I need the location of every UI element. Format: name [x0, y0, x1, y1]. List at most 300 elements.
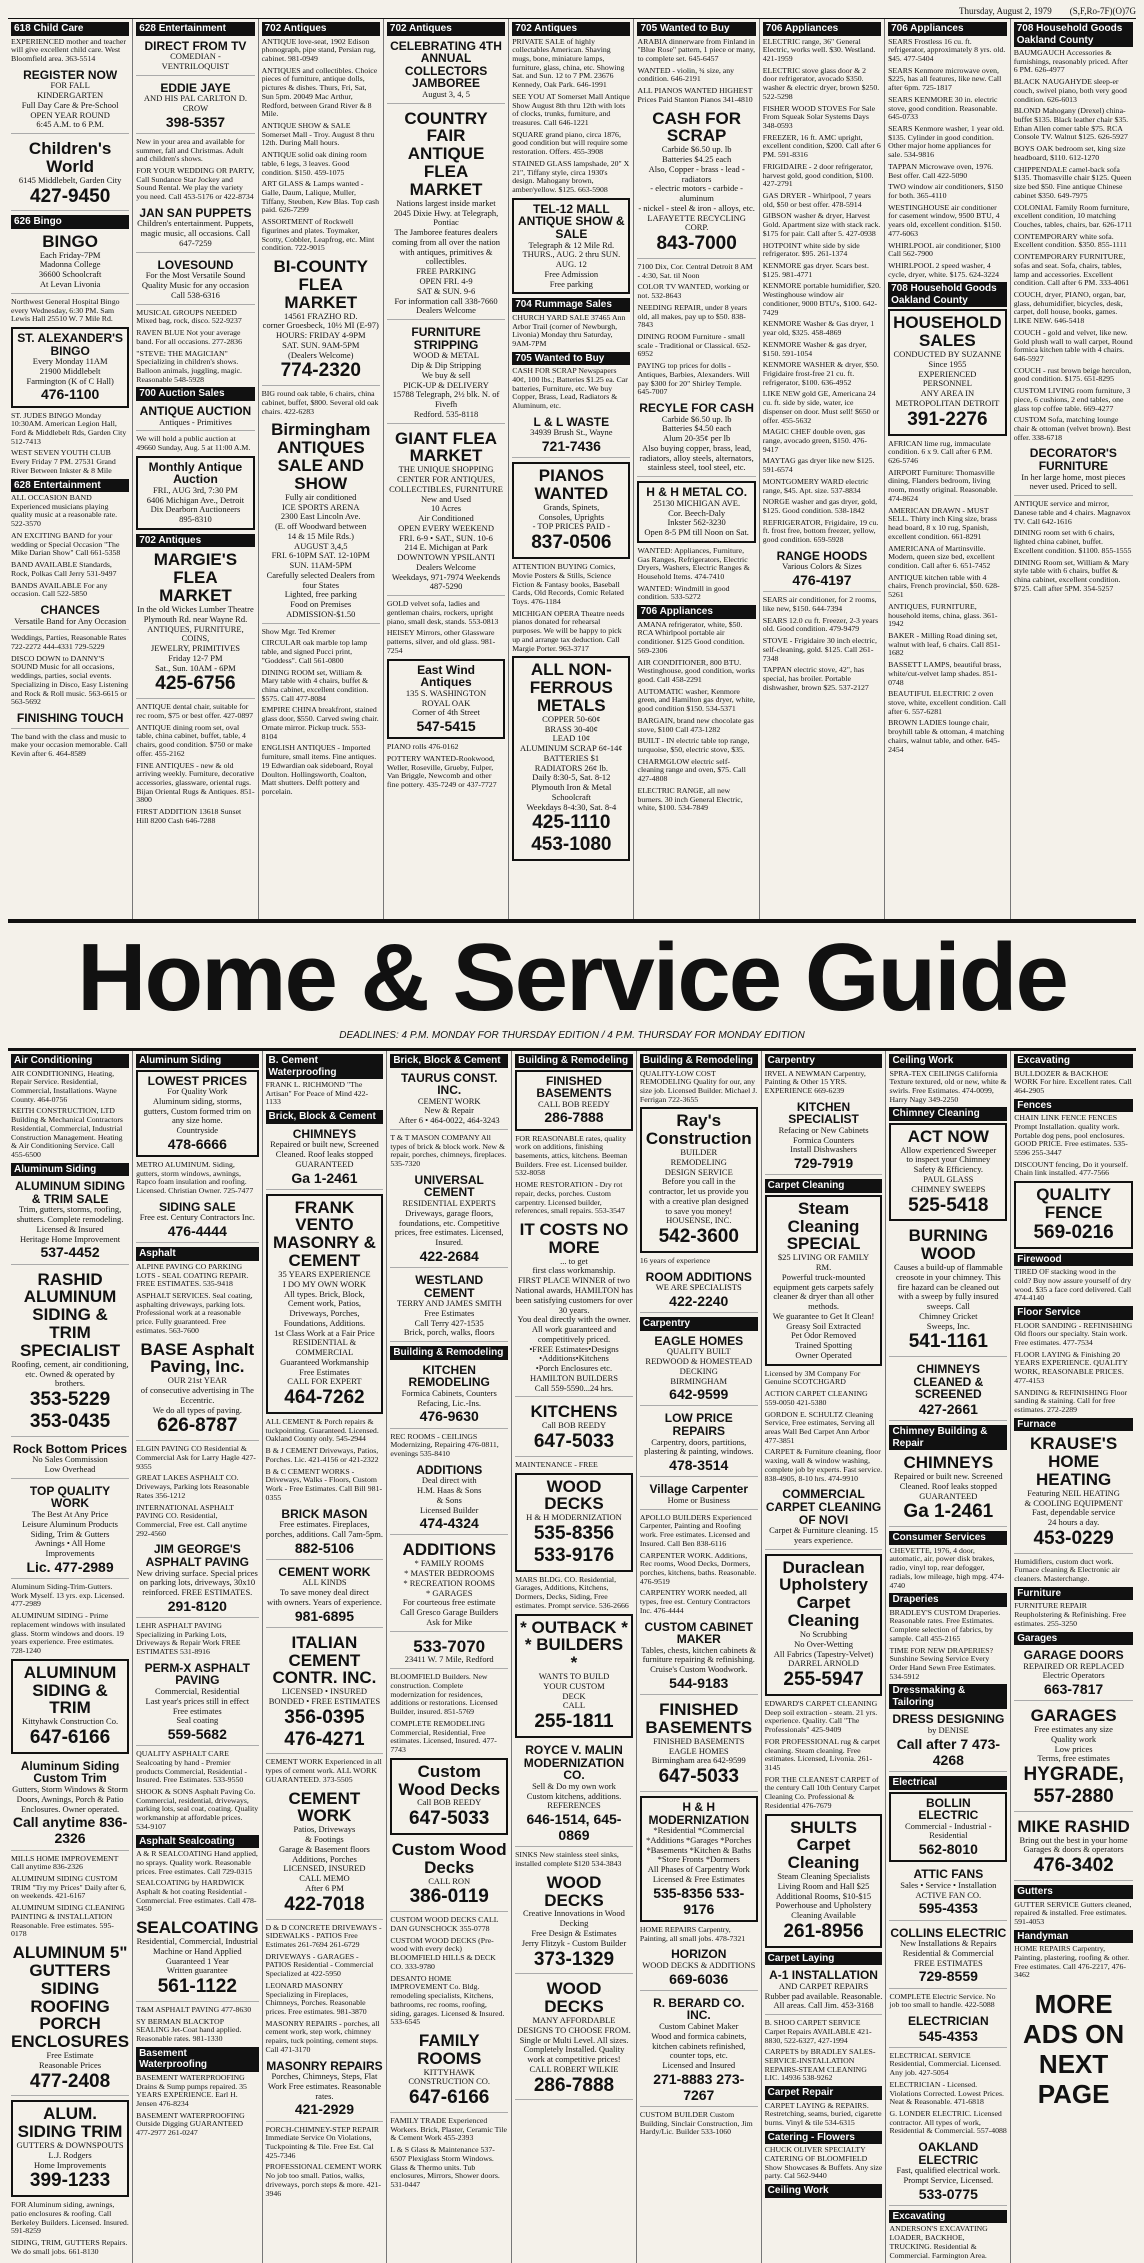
- ad-line: Creative Innovations in Wood Decking: [523, 1908, 625, 1929]
- ad-title: ROOM ADDITIONS: [645, 1269, 752, 1284]
- ad-line: Batteries $4.50 each: [662, 423, 732, 434]
- classified-text-ad: LIKE NEW gold GE, Americana 24 cu. ft. side by side, water, ice dispenser on door. Must sell! $650 or offer. 455-5632: [762, 389, 880, 425]
- ad-title: Steam Cleaning SPECIAL: [786, 1198, 861, 1254]
- ad-title: EAGLE HOMES: [654, 1333, 744, 1348]
- classified-text-ad: DISCOUNT fencing, Do it yourself. Chain link installed. 477-7566: [1014, 1159, 1128, 1178]
- ad-title: DIRECT FROM TV: [144, 38, 247, 53]
- ad-line: In the old Wickes Lumber Theatre: [137, 603, 254, 614]
- classified-text-ad: ALL PIANOS WANTED HIGHEST Prices Paid Stanton Pianos 341-4810: [637, 86, 753, 104]
- classified-text-ad: G. LONDER ELECTRIC. Licensed contractor. All types of work, Residential & Commercial. 557-4088: [889, 2108, 1007, 2136]
- section-heading: Asphalt: [136, 1247, 258, 1261]
- ad-line: Free Admission: [544, 268, 599, 279]
- ad-title: East Wind Antiques: [417, 662, 475, 690]
- classified-text-ad: WANTED - violin, ¾ size, any condition. 646-2191: [637, 65, 735, 84]
- ad-line: SAT & SUN. 9-6: [416, 285, 476, 296]
- ad-line: first class workmanship.: [532, 1265, 616, 1276]
- ad-line: OPEN EVERY WEEKEND: [398, 522, 494, 533]
- section-heading: Handyman: [1014, 1930, 1133, 1944]
- ad-title: FINISHING TOUCH: [16, 711, 124, 726]
- ad-line: AND HIS PAL CARLTON D. CROW: [143, 93, 247, 113]
- ad-line: Quality work: [1051, 1733, 1097, 1744]
- display-ad: [637, 108, 755, 259]
- ad-line: 10 Acres: [431, 503, 462, 514]
- display-ad: [515, 1872, 633, 1975]
- classified-text-ad: FOR THE CLEANEST CARPET of the century Call 10th Century Carpet Cleaning Co. Professional & Residential 476-7679: [764, 1774, 881, 1810]
- ad-title: KITCHENS: [530, 1402, 618, 1422]
- section-heading: Aluminum Siding: [11, 1163, 129, 1177]
- classified-text-ad: ASPHALT SERVICES. Seal coating, asphalting driveways, parking lots. Professional work at a reasonable price. Fully guaranteed. Free estimates. 563-7600: [136, 1291, 253, 1335]
- ad-line: Formica Cabinets, Counters: [401, 1387, 497, 1398]
- ad-title: ALL NON-FERROUS METALS: [529, 660, 613, 715]
- ad-title: CHIMNEYS: [903, 1453, 994, 1473]
- ad-phone: 476-4197: [792, 572, 852, 589]
- classified-text-ad: DRIVEWAYS - GARAGES - PATIOS Residential - Commercial Specialized at 422-5950: [265, 1951, 374, 1979]
- ad-phone: 647-5033: [409, 1808, 490, 1830]
- ad-line: ALUMINUM SCRAP 6¢-14¢: [520, 743, 623, 754]
- ad-line: After 6 • 464-0022, 464-3243: [398, 1115, 500, 1126]
- classified-text-ad: REC ROOMS - CEILINGS Modernizing, Repairing 476-0811, evenings 535-8410: [390, 1431, 499, 1458]
- banner-title: Home & Service Guide: [77, 923, 1067, 1031]
- display-ad: [266, 1632, 384, 1755]
- ad-line: Safety & Efficiency.: [913, 1164, 984, 1175]
- display-ad: [515, 1401, 633, 1456]
- ad-line: Guaranteed Workmanship: [280, 1356, 369, 1367]
- ad-title: LOWEST PRICES: [147, 1073, 247, 1088]
- ad-line: L.J. Rodgers: [48, 2149, 92, 2160]
- classified-column: [760, 19, 885, 919]
- ad-title: Birmingham ANTIQUES SALE AND SHOW: [271, 420, 371, 493]
- ad-title: MIKE RASHID: [1017, 1816, 1130, 1836]
- ad-line: Electric Operators: [1042, 1670, 1105, 1681]
- classified-text-ad: WESTINGHOUSE air conditioner for casement window, 9500 BTU, 4 years old, excellent condition. $150. 477-6063: [888, 202, 1002, 238]
- ad-line: Friday 12-7 PM: [168, 652, 223, 663]
- classified-text-ad: SEARS Kenmore washer, 1 year old. $135. Cylinder in good condition. Other major home appliances for sale. 534-9816: [888, 123, 1005, 160]
- ad-line: Porches, Chimneys, Steps, Flat Work Free estimates. Reasonable rates.: [267, 2071, 381, 2101]
- classified-text-ad: ALUMINUM SIDING CLEANING PAINTING & INSTALLATION Reasonable. Free estimates. 595-0178: [11, 1903, 125, 1939]
- ad-line: - electric motors - carbide - aluminum: [650, 183, 743, 204]
- ad-line: In her large home, most pieces never used. Priced to sell.: [1021, 471, 1126, 492]
- classified-text-ad: BROWN LADIES lounge chair, broyhill table & ottoman, 4 matching chairs, walnut table, and other. 645-2454: [888, 718, 1005, 754]
- ad-line: Trained Spotting: [795, 1340, 853, 1351]
- ad-title: QUALITY FENCE: [1036, 1185, 1111, 1223]
- ad-phone: 729-7919: [793, 1155, 854, 1172]
- classified-text-ad: EXPERIENCED mother and teacher will give excellent child care. West Bloomfield area. 363-5514: [11, 36, 126, 63]
- ad-phone: Ga 1-2461: [291, 1169, 358, 1186]
- ad-title: ATTIC FANS: [913, 1867, 984, 1882]
- section-heading: Electrical: [889, 1776, 1007, 1790]
- ad-line: FRI., AUG 3rd, 7:30 PM: [153, 484, 238, 495]
- ad-line: WOOD & METAL: [413, 350, 479, 361]
- classified-text-ad: DINING Room set, William & Mary style table with 6 chairs, buffet & china cabinet, excellent condition. $725. Call after 5PM. 354-5257: [1013, 557, 1129, 593]
- ad-line: EXPERIENCED PERSONNEL: [918, 368, 977, 389]
- classified-text-ad: BAKER - Milling Road dining set, walnut with leaf, 6 chairs. Call 851-1682: [888, 630, 1001, 658]
- ad-phone: 642-9599: [669, 1386, 729, 1403]
- ad-line: Siding, Trim & Gutters: [30, 1528, 110, 1539]
- classified-text-ad: SIDING, TRIM, GUTTERS Repairs. We do small jobs. 661-8130: [11, 2238, 128, 2256]
- section-heading: Carpet Repair: [765, 2086, 883, 2100]
- ad-line: ... to get: [560, 1255, 588, 1266]
- classified-column: [1011, 19, 1136, 919]
- classified-text-ad: CARPET & Furniture cleaning, floor waxing, wall & window washing, complete job by experts. Fast service. 838-4905, 8-10 hrs. 474-9910: [764, 1447, 883, 1483]
- display-ad: [889, 1925, 1007, 1989]
- service-guide-column: [886, 1051, 1011, 2263]
- ad-title: H & H MODERNIZATION: [648, 1799, 749, 1827]
- ad-line: OUR 21st YEAR: [167, 1375, 227, 1386]
- classified-text-ad: Northwest General Hospital Bingo every Wednesday, 6:30 PM. Sam Lewis Hall 25510 W. 7 Mile Rd.: [11, 296, 120, 324]
- ad-line: Alum 20-35¢ per lb: [662, 433, 731, 444]
- ad-line: Free parking: [549, 278, 593, 289]
- ad-line: Steam Cleaning Specialists: [777, 1871, 870, 1882]
- classified-text-ad: BULLDOZER & BACKHOE WORK For hire. Excellent rates. Call 464-2905: [1014, 1068, 1132, 1095]
- classified-text-ad: AFRICAN lime rug, immaculate condition. 6 x 9. Call after 6 P.M. 626-5746: [888, 438, 993, 466]
- ad-line: LICENSED • INSURED: [281, 1686, 367, 1697]
- display-ad: [765, 1195, 883, 1366]
- classified-text-ad: AIR CONDITIONER, 800 BTU. Westinghouse, good condition, works good. Call 458-2291: [637, 657, 755, 684]
- ad-line: * FAMILY ROOMS: [414, 1558, 484, 1569]
- ad-title: ACT NOW: [907, 1126, 989, 1146]
- ad-phone: 291-8120: [167, 1597, 227, 1614]
- classified-text-ad: PORCH-CHIMNEY-STEP REPAIR Immediate Service On Violations, Tuckpointing & Tile. Free Est. Cal 425-7346: [265, 2124, 380, 2160]
- ad-line: COPPER 50-60¢: [542, 713, 601, 724]
- classified-text-ad: COMPLETE Electric Service. No job too small to handle. 422-5088: [889, 1991, 996, 2010]
- display-ad: [1014, 445, 1133, 496]
- section-heading: Building & Remodeling: [640, 1054, 758, 1068]
- ad-line: COMEDIAN - VENTRILOQUIST: [161, 51, 230, 71]
- ad-line: Children's entertainment. Puppets, magic music, all occasions. Call 647-7259: [137, 218, 254, 248]
- classified-text-ad: TAPPAN electric stove, 42", has special, has broiler. Portable dishwasher, brown $25. 537-2127: [762, 665, 869, 692]
- classified-text-ad: ANTIQUES and collectibles. Choice pieces of furniture, antique dolls, pictures & dishes. Thurs, Fri, Sat, Sun 5pm. 20049 Mac Arthur, Redford, between Grand River & 8 Mile.: [261, 65, 378, 119]
- ad-line: Garage & Basement floors: [278, 1843, 370, 1854]
- ad-title: GARAGE DOORS: [1023, 1648, 1124, 1663]
- ad-line: Fast, dependable service: [1031, 1507, 1116, 1518]
- ad-phone: Call anytime 836-2326: [12, 1814, 128, 1847]
- ad-line: Also, Copper - brass - lead - radiators: [648, 163, 745, 184]
- display-ad: [136, 1339, 258, 1442]
- ad-line: * MASTER BEDROOMS: [404, 1568, 495, 1579]
- section-heading: Furnace: [1014, 1418, 1133, 1432]
- classified-text-ad: ALL CEMENT & Porch repairs & tuckpointing. Guaranteed. Licensed. Oakland County only. 545-2944: [265, 1417, 379, 1444]
- ad-line: CEMENT WORK: [417, 1095, 481, 1106]
- ad-line: FINISHED BASEMENTS: [653, 1735, 745, 1746]
- ad-phone: 595-4353: [918, 1900, 978, 1917]
- ad-line: GUTTERS & DOWNSPOUTS: [16, 2140, 124, 2151]
- ad-line: Licensed & Insured: [36, 1223, 104, 1234]
- classified-text-ad: ASSORTMENT of Rockwell figurines and plates. Toymaker, Scotty, Cobbler, Leapfrog, etc. Mint condition. 722-9015: [261, 217, 375, 253]
- classified-text-ad: PAYING top prices for dolls - Antiques, Barbies, Alexanders. Will pay $300 for 20" Shirley Temple. 645-7007: [637, 361, 750, 397]
- classified-text-ad: Weddings, Parties, Reasonable Rates 722-2272 444-4331 729-5229: [11, 633, 127, 652]
- classified-text-ad: AUTOMATIC washer, Kenmore green, and Hamilton gas dryer, white, good condition $150. 534-5371: [637, 686, 755, 714]
- ad-title: JIM GEORGE'S ASPHALT PAVING: [145, 1542, 249, 1569]
- ad-line: HAMILTON BUILDERS: [529, 1372, 619, 1383]
- classified-text-ad: AN EXCITING BAND for your wedding or Special Occasion "The Mike Darian Show" Call 661-5358: [11, 530, 121, 558]
- ad-phone: Call after 7 473-4268: [896, 1735, 1001, 1768]
- display-ad: [136, 80, 254, 134]
- ad-line: CHIMNEY SWEEPS: [911, 1183, 986, 1194]
- ad-title: MARGIE'S FLEA MARKET: [153, 550, 238, 606]
- classified-text-ad: CUSTOM Sofa, matching lounge chair & ottoman (velvet brown). Best offer. 338-6718: [1013, 415, 1131, 442]
- ad-line: Refacing, Lic.-Ins.: [417, 1397, 482, 1408]
- display-ad: [266, 1788, 384, 1920]
- ad-line: Commercial - Industrial - Residential: [905, 1820, 992, 1841]
- classified-text-ad: ENGLISH ANTIQUES - Imported furniture, small items. Fine antiques. 19 Edwardian oak sideboard, Royal Doulton. Hollingsworth, Coalton, Matt shutters. Delft pottery and porcelain.: [261, 743, 377, 796]
- section-heading: 708 Household Goods Oakland County: [888, 282, 1007, 307]
- section-heading: Catering - Flowers: [765, 2131, 883, 2145]
- ad-line: Cor. Beech-Daly: [668, 507, 726, 518]
- ad-phone: 562-8010: [918, 1841, 978, 1858]
- classified-column: [8, 19, 133, 919]
- ad-line: 14 & 15 Mile Rds.): [287, 530, 354, 541]
- section-heading: 618 Child Care: [11, 22, 129, 36]
- ad-line: H.M. Haas & Sons: [416, 1485, 482, 1496]
- display-ad: [765, 1967, 883, 2015]
- ad-line: Food on Premises: [290, 599, 352, 610]
- classified-text-ad: ANTIQUES, FURNITURE, household items, china, glass. 361-1942: [888, 601, 998, 629]
- ad-line: RESIDENTIAL & COMMERCIAL: [292, 1337, 357, 1358]
- ad-line: Farmington (K of C Hall): [26, 375, 114, 386]
- ad-title: PIANOS WANTED: [534, 466, 609, 504]
- display-ad: [136, 403, 254, 431]
- ad-line: FRI. 6-10PM SAT. 12-10PM SUN. 11AM-5PM: [271, 550, 370, 571]
- classified-text-ad: BASEMENT WATERPROOFING Drains & Sump pumps repaired. 35 YEARS EXPERIENCE. Earl H. Jensen 476-8234: [136, 2072, 247, 2108]
- ad-line: Schoolcraft: [551, 791, 591, 802]
- display-ad: [640, 1481, 758, 1509]
- classified-text-ad: CHAIN LINK FENCE FENCES Prompt Installation. quality work. Portable dog pens, pool enclosures. GOOD PRICE. Free estimates. 535-5596 255-3447: [1014, 1113, 1128, 1158]
- ad-title: FRANK VENTO MASONRY & CEMENT: [272, 1197, 376, 1271]
- classified-text-ad: FOR REASONABLE rates, quality work on additions, finishing basements, attics, kitchens. Beeman Builders. Free est. Licensed builder. 532-8058: [515, 1133, 628, 1178]
- ad-title: DRESS DESIGNING: [892, 1712, 1005, 1727]
- ad-line: Free Estimates: [299, 1366, 350, 1377]
- ad-phone: 427-9450: [30, 185, 111, 207]
- ad-title: WESTLAND CEMENT: [415, 1272, 484, 1300]
- ad-line: •Additions•Kitchens: [539, 1353, 609, 1364]
- section-heading: Excavating: [889, 2210, 1007, 2224]
- display-ad: [640, 1995, 758, 2107]
- ad-line: Home Improvements: [34, 2159, 107, 2170]
- ad-phone: 647-6166: [29, 1727, 111, 1749]
- ad-line: REMODELING: [670, 1156, 727, 1167]
- classified-text-ad: CARPENTER WORK. Additions, Rec rooms, Wood Decks, Dormers, porches, kitchens, baths. Reasonable. 476-9519: [639, 1550, 757, 1586]
- ad-line: 23411 W. 7 Mile, Redford: [404, 1654, 494, 1665]
- display-ad: [1014, 1433, 1133, 1553]
- section-heading: Carpet Cleaning: [765, 1179, 883, 1193]
- classified-text-ad: CUSTOM BUILDER Custom Building, Sinclair Construction, Jim Hardy/Lic. Builder 533-1060: [639, 2110, 753, 2137]
- display-ad: [390, 1362, 508, 1429]
- display-ad: [136, 205, 254, 253]
- ad-line: DOWNTOWN YPSILANTI: [397, 552, 495, 563]
- ad-line: *Basements *Kitchen & Baths: [646, 1844, 752, 1855]
- classified-text-ad: FRANK L. RICHMOND "The Artisan" For Peace of Mind 422-1133: [265, 1080, 369, 1107]
- classified-text-ad: SANDING & REFINISHING Floor sanding & staining. Call for free estimates. 272-2289: [1014, 1387, 1128, 1415]
- ad-line: For courteous free estimate: [402, 1597, 496, 1608]
- ad-line: Free estimates any size: [1034, 1724, 1113, 1735]
- ad-title: JAN SAN PUPPETS: [139, 205, 252, 220]
- ad-title: TOP QUALITY WORK: [29, 1483, 111, 1511]
- classified-text-ad: BANDS AVAILABLE For any occasion. Call 522-5850: [11, 580, 108, 599]
- ad-line: Consoles, Uprights: [538, 511, 604, 522]
- ad-line: Seal coating: [176, 1715, 219, 1726]
- classified-text-ad: ANTIQUE dining room set, oval table, china cabinet, buffet, table, 4 chairs, good condition. $750 or make offer. 455-2162: [136, 722, 253, 758]
- ad-line: & Footings: [305, 1834, 344, 1845]
- classified-text-ad: BASSETT LAMPS, beautiful brass, white/cut-velvet lamp shades. 851-0748: [888, 660, 1002, 687]
- display-ad: [390, 1758, 508, 1835]
- classified-text-ad: KENMORE WASHER & dryer, $50. Frigidaire frost-free 21 cu. ft. refrigerator, $100. 636-4952: [762, 360, 879, 387]
- classified-text-ad: HOTPOINT white side by side refrigerator. $95. 261-1374: [762, 240, 860, 259]
- display-ad: [136, 1917, 258, 2002]
- classified-text-ad: KEITH CONSTRUCTION, LTD Building & Mechanical Contractors Residential, Commercial, Industrial Construction Management. Heating & Air Conditioning Service. Call 455-6500: [11, 1106, 123, 1159]
- ad-title: ROYCE V. MALIN MODERNIZATION CO.: [523, 1743, 625, 1783]
- ad-title: HORIZON: [671, 1947, 727, 1962]
- ad-line: We buy & sell: [421, 369, 471, 380]
- display-ad: [640, 1269, 758, 1313]
- section-heading: Draperies: [889, 1593, 1007, 1607]
- classified-text-ad: GAS DRYER - Whirlpool, 7 years old, $50 or best offer. 478-5914: [762, 191, 871, 209]
- ad-line: Dip & Dip Stripping: [410, 360, 482, 370]
- ad-title: COUNTRY FAIR ANTIQUE FLEA MARKET: [404, 108, 488, 200]
- ad-line: KINDERGARTEN: [37, 90, 104, 101]
- ad-phone: 356-0395 476-4271: [284, 1706, 365, 1750]
- classified-text-ad: TIRED OF stacking wood in the cold? Buy now assure yourself of dry wood. $35 a face cord delivered. Call 474-4140: [1014, 1267, 1132, 1303]
- classified-text-ad: CIRCULAR oak marble top lamp table, and signed Pucci print, "Goddess". Call 561-0800: [261, 638, 368, 665]
- classified-text-ad: AIRPORT Furniture: Thomasville dining, Flanders bedroom, living room, mostly original. Reasonable. 474-8624: [888, 467, 998, 503]
- ad-phone: 647-5033: [658, 1766, 739, 1788]
- classified-text-ad: ARABIA dinnerware from Finland in "Blue Rose" pattern, 1 piece or many, to complete set. 645-6457: [637, 36, 756, 63]
- classified-text-ad: MAYTAG gas dryer like new $125. 591-6574: [762, 456, 875, 475]
- section-heading: 626 Bingo: [11, 215, 129, 229]
- ad-title: LOVESOUND: [157, 257, 234, 272]
- display-ad: [765, 1099, 883, 1176]
- ad-phone: 255-5947: [783, 1669, 864, 1691]
- ad-line: Call Gresco Garage Builders: [400, 1607, 499, 1618]
- display-ad: [390, 1839, 508, 1912]
- ad-phone: 425-1110 453-1080: [531, 812, 612, 856]
- classified-text-ad: GREAT LAKES ASPHALT CO. Driveways, Parking lots Reasonable Rates 356-1212: [136, 1473, 250, 1500]
- ad-line: Batteries $4.25 each: [662, 153, 732, 164]
- ad-line: Dix Dearborn Auctioneers: [150, 504, 241, 515]
- classified-text-ad: ELECTRIC range, 36" General Electric, works well. $30. Westland. 421-1959: [762, 36, 876, 63]
- ad-line: Carefully selected Dealers from four States: [266, 569, 375, 590]
- ad-phone: 533-0775: [918, 2185, 978, 2202]
- ad-line: DARREL ARNOLD: [788, 1658, 859, 1669]
- ad-line: ROYAL OAK: [421, 697, 471, 708]
- classified-text-ad: GOLD velvet sofa, ladies and gentleman chairs, rockers, upright piano, small desk, stands. 553-0813: [386, 599, 499, 626]
- classified-text-ad: ALUMINUM SIDING CUSTOM TRIM "Try my Prices" Daily after 6, on weekends. 421-6167: [11, 1873, 127, 1901]
- ad-phone: 541-1161: [908, 1331, 988, 1353]
- ad-line: Custom Cabinet Maker: [659, 2020, 739, 2031]
- ad-title: OAKLAND ELECTRIC: [918, 2140, 979, 2167]
- ad-title: WOOD DECKS: [544, 1979, 604, 2017]
- ad-title: ADDITIONS: [402, 1540, 496, 1560]
- display-ad: [515, 1614, 633, 1738]
- display-ad: [136, 257, 254, 305]
- ad-title: FAMILY ROOMS: [417, 2030, 482, 2068]
- classified-text-ad: MASONRY REPAIRS - porches, all cement work, step work, chimney repairs, tuck pointing, cement steps. Call 471-3170: [265, 2018, 380, 2054]
- section-heading: Garages: [1014, 1632, 1133, 1646]
- classified-text-ad: COUCH - rust brown beige herculon, good condition. $175. 651-8295: [1013, 365, 1132, 384]
- more-ads-notice: MORE ADS ON NEXT PAGE: [1023, 1989, 1125, 2109]
- classified-text-ad: HOME REPAIRS Carpentry, Painting, all small jobs. 478-7321: [639, 1924, 746, 1943]
- classified-text-ad: CUSTOM LIVING room furniture, 3 piece, 6 cushions, 2 end tables, one glass top coffee table. 669-4277: [1013, 386, 1131, 413]
- ad-line: Pet Odor Removed: [790, 1330, 857, 1341]
- classified-text-ad: RAVEN BLUE Not your average band. For all occasions. 277-2836: [136, 328, 242, 346]
- display-ad: [640, 1946, 758, 1990]
- classified-text-ad: ANTIQUE kitchen table with 4 chairs, French provincial, $50. 628-5261: [888, 572, 1000, 600]
- service-guide-section: [8, 1051, 1136, 2260]
- ad-title: ANTIQUE AUCTION: [139, 403, 252, 418]
- ad-line: Every Monday 11AM: [32, 356, 108, 367]
- ad-line: CALL FOR EXPERT: [287, 1376, 362, 1387]
- ad-title: CHIMNEYS CLEANED & SCREENED: [913, 1362, 984, 1402]
- ad-title: UNIVERSAL CEMENT: [414, 1172, 484, 1200]
- display-ad: [262, 419, 380, 623]
- ad-phone: 373-1329: [533, 1948, 615, 1970]
- ad-phone: 476-9630: [419, 1408, 479, 1425]
- ad-phone: 525-5418: [908, 1194, 989, 1216]
- ad-line: H & H MODERNIZATION: [526, 1512, 622, 1523]
- ad-line: ICE SPORTS ARENA: [282, 501, 360, 512]
- ad-line: Jerry Flitzyk - Custom Builder: [521, 1937, 627, 1948]
- display-ad: [889, 1452, 1007, 1527]
- classified-text-ad: CONTEMPORARY FURNITURE, sofas and seat. Sofa, chairs, tables, lamp and accessories. Excellent condition. Call after 6 PM. 333-4061: [1013, 252, 1130, 288]
- display-ad: [640, 1796, 758, 1922]
- classified-text-ad: BRADLEY'S CUSTOM Draperies. Reasonable rates. Free Estimates. Complete selection of fabrics, by sample. Call 455-2165: [889, 1607, 1001, 1643]
- ad-title: COMMERCIAL CARPET CLEANING OF NOVI: [765, 1487, 882, 1527]
- ad-phone: 476-4444: [167, 1223, 227, 1240]
- ad-line: BIRMINGHAM: [670, 1375, 728, 1386]
- classified-text-ad: CARPENTRY WORK needed, all types, free est. Century Contractors Inc. 476-4444: [639, 1588, 751, 1615]
- display-ad: [512, 462, 630, 559]
- ad-line: Nations largest inside market: [396, 197, 496, 208]
- display-ad: [640, 1410, 758, 1477]
- display-ad: [11, 327, 129, 408]
- ad-line: Countryside: [176, 1125, 219, 1136]
- classified-text-ad: EDWARD'S CARPET CLEANING Deep soil extraction - steam. 21 yrs. experience. Quality. Call "The Professionals" 425-9409: [764, 1698, 878, 1735]
- ad-title: CHANCES: [40, 602, 100, 617]
- ad-phone: 421-2929: [294, 2101, 355, 2118]
- ad-line: Driveways, garage floors, foundations, etc. Competitive prices, free estimates. Licensed, Insured.: [394, 1207, 504, 1248]
- display-ad: [640, 1619, 758, 1696]
- classified-text-ad: BAND AVAILABLE Standards, Rock, Polkas Call Jerry 531-9497: [11, 560, 117, 578]
- ad-title: WOOD DECKS: [544, 1872, 604, 1910]
- section-heading: 706 Appliances: [637, 605, 755, 619]
- display-ad: [266, 1126, 384, 1190]
- classified-text-ad: WANTED: Windmill in good condition. 533-5272: [637, 583, 730, 602]
- section-heading: Air Conditioning: [11, 1054, 129, 1068]
- classified-text-ad: LEHR ASPHALT PAVING Specializing in Parking Lots, Driveways & Repair Work FREE ESTIMATES 531-8916: [136, 1620, 241, 1657]
- classifieds-top-section: [8, 19, 1136, 920]
- ad-phone: 882-5106: [294, 1539, 355, 1556]
- ad-line: Sell & Do my own work: [532, 1780, 616, 1791]
- classified-text-ad: Humidifiers, custom duct work. Furnace cleaning & Electronic air cleaners. Masterchange.: [1014, 1556, 1120, 1584]
- classified-text-ad: B & C CEMENT WORKS - Driveways, Walks - Floors, Custom Work - Free Estimates. Call Bill 981-0355: [265, 1466, 383, 1502]
- ad-line: Allow experienced Sweeper: [900, 1144, 997, 1155]
- ad-line: Reasonable Prices: [39, 2059, 102, 2070]
- ad-line: Birmingham area 642-9599: [651, 1755, 746, 1766]
- display-ad: [266, 2058, 384, 2122]
- ad-line: 135 S. WASHINGTON: [405, 687, 487, 698]
- ad-title: BI-COUNTY FLEA MARKET: [273, 257, 368, 312]
- classified-text-ad: Show Mgr. Ted Kremer: [261, 626, 336, 636]
- ad-title: HOUSEHOLD SALES: [893, 313, 1002, 351]
- ad-title: ITALIAN CEMENT CONTR. INC.: [272, 1632, 377, 1688]
- ad-phone: 663-7817: [1044, 1681, 1104, 1698]
- ad-line: - nickel - steel & iron - alloys, etc.: [638, 202, 755, 213]
- classified-text-ad: ELECTRIC stove glass door & 2 door refrigerator, avocado $350. washer & electric dryer, brown $250. 522-5298: [762, 65, 880, 101]
- ad-line: 895-8310: [179, 514, 212, 525]
- classified-text-ad: WHIRLPOOL air conditioner, $100 Call 562-7900: [888, 240, 1001, 259]
- ad-line: The Best At Any Price: [31, 1509, 109, 1520]
- ad-phone: 464-7262: [284, 1387, 365, 1409]
- display-ad: [136, 456, 254, 530]
